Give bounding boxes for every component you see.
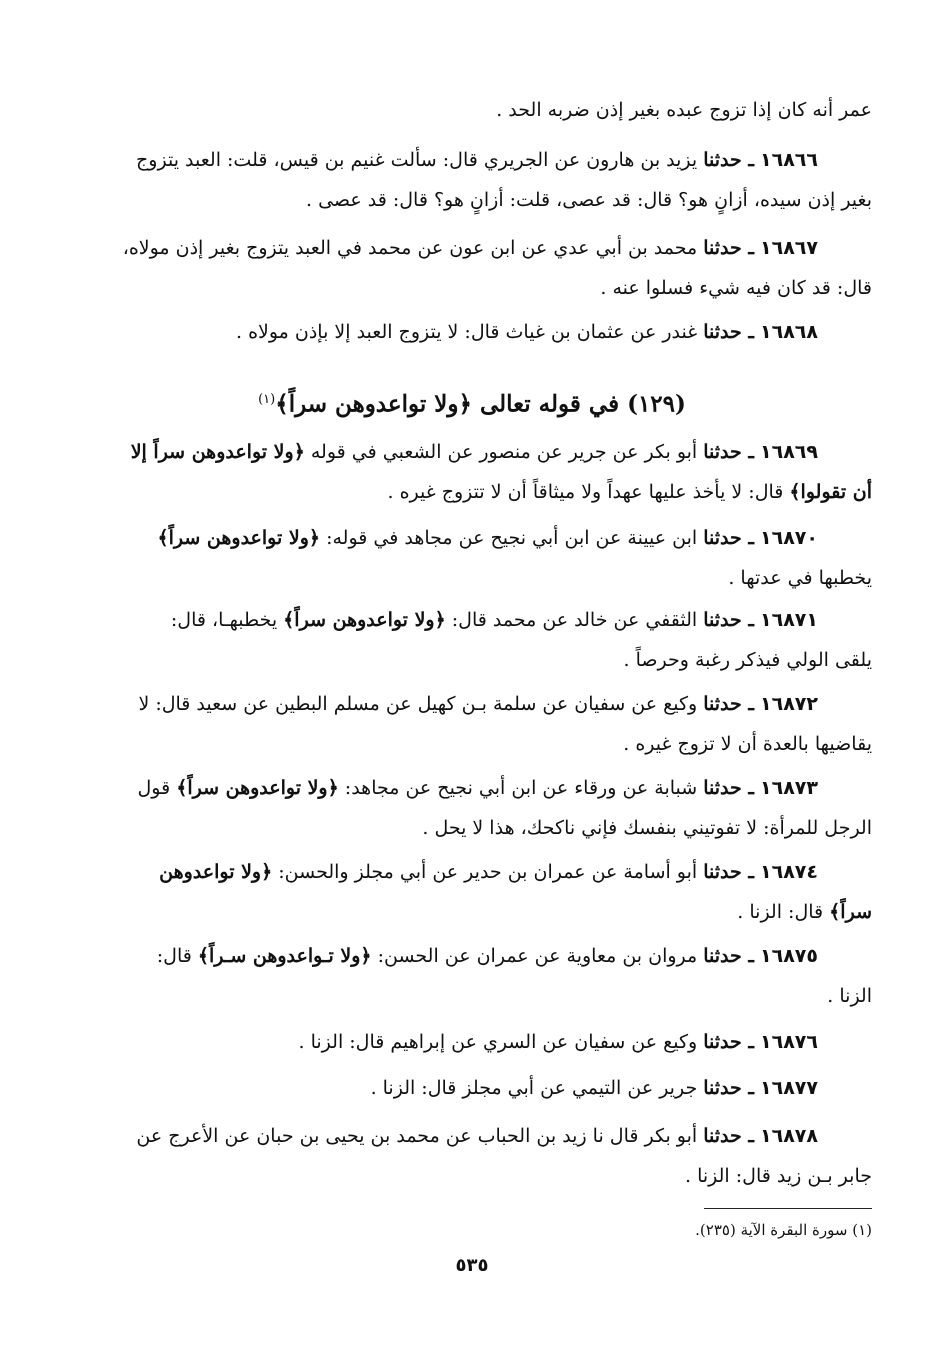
hadith-number: ١٦٨٧٨ [760,1125,818,1147]
hadith-16868 [72,312,872,352]
footnote [695,1218,872,1242]
quran-quote: ﴿ولا تواعدوهن سراً﴾ [176,777,339,799]
hadith-text: وكيع عن سفيان عن سلمة بـن كهيل عن مسلم البطين عن سعيد قال: لا [138,693,698,715]
haddathana-label: ـ حدثنا [703,237,754,259]
hadith-text: أبو أسامة عن عمران بن حدير عن أبي مجلز والحسن: [278,861,698,883]
hadith-16873 [72,768,872,848]
hadith-text: محمد بن أبي عدي عن ابن عون عن محمد في العبد يتزوج بغير إذن مولاه، [122,237,698,259]
hadith-number: ١٦٨٦٧ [760,237,818,259]
page-number [0,1250,944,1282]
hadith-line-2 [72,892,872,932]
hadith-16869 [72,432,872,512]
haddathana-label: ـ حدثنا [703,945,754,967]
hadith-line-1 [72,1116,872,1156]
hadith-line-1 [72,432,872,472]
hadith-number: ١٦٨٧٦ [760,1031,818,1053]
hadith-line-1 [72,684,872,724]
hadith-text: قال: الزنا . [737,901,824,923]
hadith-line-2: يخطبها في عدتها . [728,567,872,589]
hadith-text: يخطبهـا، قال: [170,609,278,631]
hadith-line-1 [72,140,872,180]
hadith-text: قال: [156,945,192,967]
hadith-16878 [72,1116,872,1196]
hadith-line-1 [72,936,872,976]
hadith-line-2: قال: قد كان فيه شيء فسلوا عنه . [600,277,872,299]
hadith-line-1 [72,768,872,808]
haddathana-label: ـ حدثنا [703,149,754,171]
hadith-text: شبابة عن ورقاء عن ابن أبي نجيح عن مجاهد: [344,777,698,799]
quran-quote: ﴿ولا تواعدوهن سراً إلا [130,441,305,463]
hadith-16867 [72,228,872,308]
hadith-number: ١٦٨٧٤ [760,861,818,883]
haddathana-label: ـ حدثنا [703,693,754,715]
haddathana-label: ـ حدثنا [703,1031,754,1053]
hadith-number: ١٦٨٦٩ [760,441,818,463]
hadith-line-1 [72,852,872,892]
continuation-text: عمر أنه كان إذا تزوج عبده بغير إذن ضربه الحد . [496,99,872,121]
hadith-text: مروان بن معاوية عن عمران عن الحسن: [377,945,698,967]
hadith-line-2: جابر بـن زيد قال: الزنا . [684,1165,872,1187]
hadith-text: قال: لا يأخذ عليها عهداً ولا ميثاقاً أن لا تتزوج غيره . [387,481,784,503]
hadith-number: ١٦٨٧٥ [760,945,818,967]
hadith-text: ابن عيينة عن ابن أبي نجيح عن مجاهد في قوله: [326,527,698,549]
quran-quote: ﴿ولا تواعدوهن سراً﴾ [157,527,321,549]
section-heading [0,380,944,425]
hadith-16874 [72,852,872,932]
hadith-16877 [371,1068,818,1108]
hadith-text: وكيع عن سفيان عن السري عن إبراهيم قال: الزنا . [298,1031,698,1053]
hadith-number: ١٦٨٧٣ [760,777,818,799]
haddathana-label: ـ حدثنا [703,777,754,799]
hadith-line-2: يلقى الولي فيذكر رغبة وحرصاً . [623,649,872,671]
continuation-line [496,90,872,130]
page-number-text: ٥٣٥ [455,1255,489,1276]
haddathana-label: ـ حدثنا [703,861,754,883]
hadith-line-2 [72,472,872,512]
hadith-16871 [72,600,872,680]
haddathana-label: ـ حدثنا [703,1125,754,1147]
hadith-text: جرير عن التيمي عن أبي مجلز قال: الزنا . [370,1077,698,1099]
hadith-16870 [72,518,872,598]
hadith-text: أبو بكر قال نا زيد بن الحباب عن محمد بن يحيى بن حبان عن الأعرج عن [136,1125,698,1147]
hadith-text: الثقفي عن خالد عن محمد قال: [451,609,698,631]
hadith-16872 [72,684,872,764]
hadith-line-1 [72,228,872,268]
footnote-divider [704,1208,872,1209]
haddathana-label: ـ حدثنا [703,1077,754,1099]
footnote-reference: (١) [258,392,276,407]
hadith-line-2: بغير إذن سيده، أزانٍ هو؟ قال: قد عصى، قلت: أزانٍ هو؟ قال: قد عصى . [305,189,872,211]
hadith-text: يزيد بن هارون عن الجريري قال: سألت غنيم بن قيس، قلت: العبد يتزوج [136,149,698,171]
hadith-number: ١٦٨٧٧ [760,1077,818,1099]
hadith-number: ١٦٨٧١ [760,609,818,631]
hadith-number: ١٦٨٧٢ [760,693,818,715]
haddathana-label: ـ حدثنا [703,527,754,549]
hadith-number: ١٦٨٦٨ [760,321,818,343]
hadith-line-1 [72,312,872,352]
haddathana-label: ـ حدثنا [703,609,754,631]
hadith-line-2: الرجل للمرأة: لا تفوتيني بنفسك فإني ناكحك، هذا لا يحل . [422,817,872,839]
hadith-text: أبو بكر عن جرير عن منصور عن الشعبي في قوله [310,441,698,463]
quran-quote: سراً﴾ [829,901,872,923]
hadith-line-2: يقاضيها بالعدة أن لا تزوج غيره . [623,733,872,755]
hadith-line-1 [72,600,872,640]
quran-quote: ﴿ولا تواعدوهن [159,861,273,883]
hadith-number: ١٦٨٦٦ [760,149,818,171]
section-heading-text: (١٢٩) في قوله تعالى ﴿ولا تواعدوهن سراً﴾ [275,390,686,418]
hadith-number: ١٦٨٧٠ [760,527,818,549]
hadith-line-1 [72,518,872,558]
hadith-text: غندر عن عثمان بن غياث قال: لا يتزوج العبد إلا بإذن مولاه . [235,321,698,343]
footnote-text: (١) سورة البقرة الآية (٢٣٥). [695,1221,872,1239]
hadith-16876 [299,1022,818,1062]
quran-quote: ﴿ولا تواعدوهن سراً﴾ [283,609,446,631]
hadith-16866 [72,140,872,220]
hadith-16875 [72,936,872,1016]
haddathana-label: ـ حدثنا [703,441,754,463]
quran-quote: أن تقولوا﴾ [789,481,872,503]
quran-quote: ﴿ولا تـواعدوهن سـراً﴾ [197,945,372,967]
hadith-text: قول [137,777,171,799]
haddathana-label: ـ حدثنا [703,321,754,343]
hadith-line-2: الزنا . [827,985,872,1007]
